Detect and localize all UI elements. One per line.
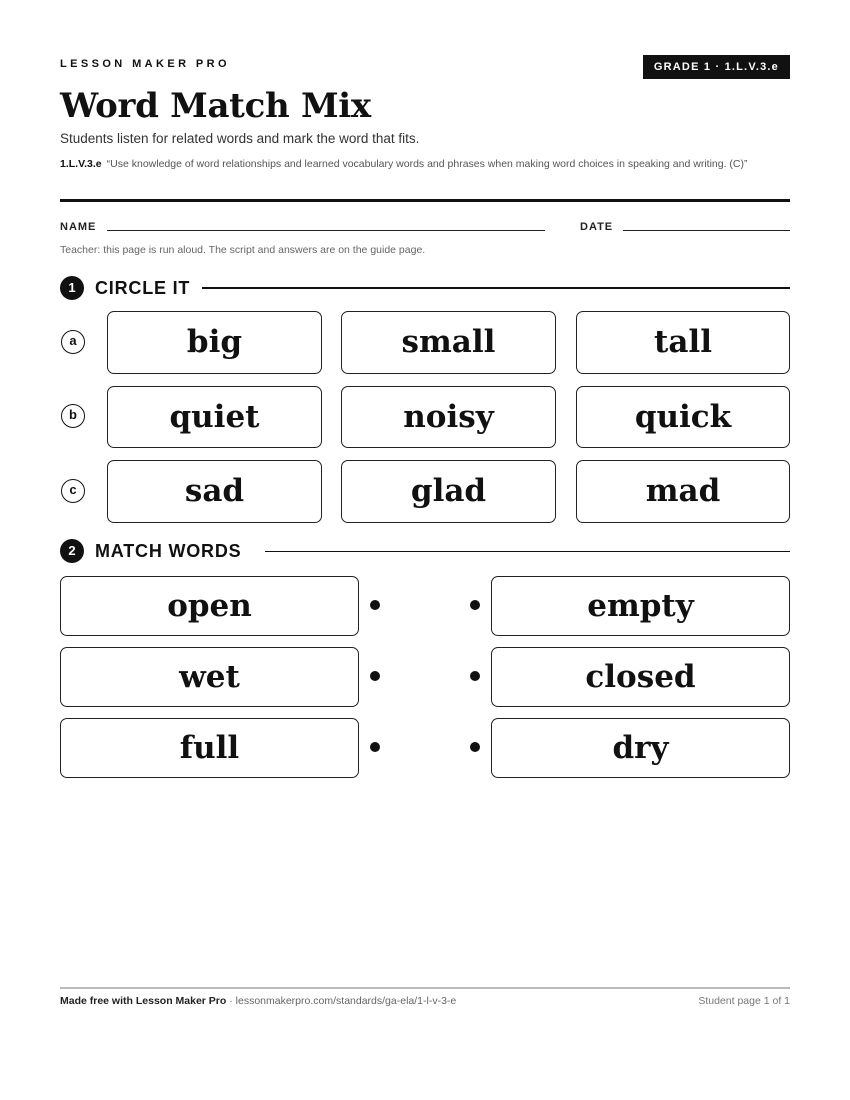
footer-url[interactable]: lessonmakerpro.com/standards/ga-ela/1-l-v-3-e — [235, 995, 457, 1007]
match-left-dot[interactable] — [370, 742, 380, 752]
name-field-line[interactable] — [107, 230, 545, 231]
row-letter-badge: b — [61, 404, 85, 428]
footer-separator: · — [226, 995, 236, 1007]
section-number-badge: 1 — [60, 276, 84, 300]
footer-divider — [60, 987, 790, 989]
match-left-word[interactable]: full — [60, 718, 359, 778]
word-choice-box[interactable]: quick — [576, 386, 790, 448]
section-title: CIRCLE IT — [95, 277, 202, 299]
footer-page-label: Student page 1 of 1 — [698, 995, 790, 1007]
page-subtitle: Students listen for related words and mark the word that fits. — [60, 131, 420, 146]
section-rule — [200, 287, 790, 289]
match-right-word[interactable]: empty — [491, 576, 790, 636]
section-rule — [265, 551, 790, 553]
brand-name: LESSON MAKER PRO — [60, 58, 230, 70]
section-title: MATCH WORDS — [95, 540, 253, 562]
word-choice-box[interactable]: small — [341, 311, 556, 374]
grade-badge: GRADE 1 · 1.L.V.3.e — [643, 55, 790, 79]
match-right-dot[interactable] — [470, 742, 480, 752]
match-left-word[interactable]: wet — [60, 647, 359, 707]
match-left-dot[interactable] — [370, 671, 380, 681]
word-choice-box[interactable]: mad — [576, 460, 790, 523]
match-right-dot[interactable] — [470, 600, 480, 610]
worksheet-page — [60, 0, 790, 1100]
section-circle-it-header — [60, 276, 790, 300]
row-letter-badge: a — [61, 330, 85, 354]
word-choice-box[interactable]: glad — [341, 460, 556, 523]
row-letter-badge: c — [61, 479, 85, 503]
word-choice-box[interactable]: tall — [576, 311, 790, 374]
date-label: DATE — [580, 221, 614, 233]
match-right-dot[interactable] — [470, 671, 480, 681]
date-field-line[interactable] — [623, 230, 790, 231]
page-title: Word Match Mix — [60, 86, 371, 126]
footer-credit — [60, 995, 456, 1007]
footer-made-with: Made free with Lesson Maker Pro — [60, 995, 227, 1007]
name-label: NAME — [60, 221, 97, 233]
section-match-words-header — [60, 539, 790, 563]
word-choice-box[interactable]: sad — [107, 460, 322, 523]
word-choice-box[interactable]: big — [107, 311, 322, 374]
teacher-note: Teacher: this page is run aloud. The script and answers are on the guide page. — [60, 244, 426, 256]
word-choice-box[interactable]: noisy — [341, 386, 556, 448]
section-number-badge: 2 — [60, 539, 84, 563]
match-left-word[interactable]: open — [60, 576, 359, 636]
standard-code: 1.L.V.3.e — [60, 158, 102, 170]
standard-text: “Use knowledge of word relationships and learned vocabulary words and phrases when making word choices in speaking and writing. (C)” — [106, 158, 748, 170]
word-choice-box[interactable]: quiet — [107, 386, 322, 448]
match-right-word[interactable]: closed — [491, 647, 790, 707]
match-right-word[interactable]: dry — [491, 718, 790, 778]
header-divider — [60, 199, 790, 202]
standard-description — [60, 156, 790, 172]
match-left-dot[interactable] — [370, 600, 380, 610]
